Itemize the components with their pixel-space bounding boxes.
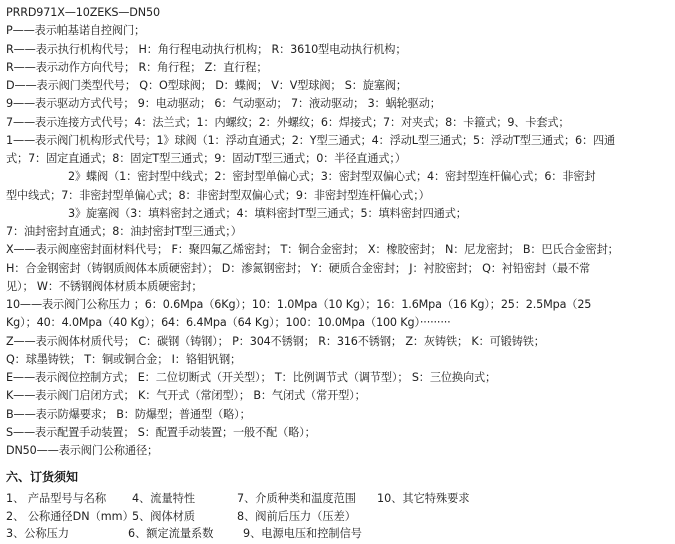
order-item: 10、其它特殊要求 bbox=[377, 492, 470, 506]
spec-line-structure-ball-cont: 式；7：固定直通式；8：固定T型三通式；9：固动T型三通式；0：半径直通式；） bbox=[6, 152, 406, 165]
order-item: 1、 产品型号与名称 bbox=[6, 492, 107, 506]
spec-line-explosion-proof: B——表示防爆要求； B：防爆型；普通型（略）； bbox=[6, 407, 251, 421]
spec-line-nominal-diameter: DN50——表示阀门公称通径； bbox=[6, 444, 159, 457]
spec-line-position-control: E——表示阀位控制方式； E：二位切断式（开关型）； T：比例调节式（调节型）； S：三位换向式； bbox=[6, 371, 497, 384]
spec-line-pressure: 10——表示阀门公称压力 ；6：0.6Mpa（6Kg）；10：1.0Mpa（10 Kg）；16：1.6Mpa（16 Kg）；25：2.5Mpa（25 bbox=[6, 298, 592, 311]
spec-line-structure-plug-cont: 7：油封密封直通式；8：油封密封T型三通式；） bbox=[6, 225, 242, 238]
spec-line-structure-butterfly: 2》蝶阀（1：密封型中线式；2：密封型单偏心式；3：密封型双偏心式；4：密封型连杆偏心式；6：非密封 bbox=[68, 170, 596, 184]
spec-line-open-close: K——表示阀门启闭方式； K：气开式（常闭型）； B：气闭式（常开型）； bbox=[6, 389, 366, 403]
spec-line-drive-mode: 9——表示驱动方式代号； 9：电动驱动； 6：气动驱动； 7：液动驱动； 3：蜗轮驱动； bbox=[6, 97, 441, 111]
spec-line-valve-type: D——表示阀门类型代号； Q：O型球阀； D：蝶阀； V：V型球阀； S：旋塞阀； bbox=[6, 79, 407, 92]
order-item: 8、阀前后压力（压差） bbox=[237, 509, 356, 523]
order-row bbox=[6, 490, 671, 508]
spec-line-manual-device: S——表示配置手动装置； S：配置手动装置；一般不配（略）； bbox=[6, 425, 316, 439]
model-code-line: PRRD971X—10ZEKS—DN50 bbox=[6, 6, 160, 19]
spec-block bbox=[6, 4, 671, 460]
order-row bbox=[6, 508, 671, 526]
section-title: 六、订货须知 bbox=[6, 470, 79, 485]
spec-line-action-direction: R——表示动作方向代号； R：角行程； Z：直行程； bbox=[6, 60, 268, 74]
spec-line-structure-butterfly-cont: 型中线式；7：非密封型单偏心式；8：非密封型双偏心式；9：非密封型连杆偏心式；） bbox=[6, 188, 430, 202]
spec-line-body-material: Z——表示阀体材质代号； C：碳钢（铸钢）； P：304不锈钢； R：316不锈钢； Z：灰铸铁； K：可锻铸铁； bbox=[6, 334, 545, 348]
order-notice-section bbox=[6, 468, 671, 543]
spec-line-connection: 7——表示连接方式代号；4：法兰式；1：内螺纹；2：外螺纹；6：焊接式；7：对夹式；8：卡箍式；9、卡套式； bbox=[6, 115, 570, 129]
spec-line-pressure-cont: Kg）；40：4.0Mpa（40 Kg）；64：6.4Mpa（64 Kg）；100：10.0Mpa（100 Kg）········· bbox=[6, 316, 451, 330]
spec-line-seal-material-cont: H：合金钢密封（铸钢质阀体本质硬密封）； D：渗氮钢密封； Y：硬质合金密封； J：衬胶密封； Q：衬铅密封（最不常 bbox=[6, 261, 591, 275]
order-item: 7、介质种类和温度范围 bbox=[237, 492, 356, 506]
order-row bbox=[6, 525, 671, 543]
order-item: 9、电源电压和控制信号 bbox=[243, 527, 362, 541]
spec-line-structure-ball: 1——表示阀门机构形式代号；1》球阀（1：浮动直通式；2：Y型三通式；4：浮动L型三通式；5：浮动T型三通式；6：四通 bbox=[6, 133, 616, 147]
order-item: 2、 公称通径DN（mm） bbox=[6, 509, 134, 523]
order-item: 6、额定流量系数 bbox=[128, 527, 214, 541]
order-item: 3、公称压力 bbox=[6, 527, 70, 541]
order-item: 5、阀体材质 bbox=[132, 509, 196, 523]
order-item: 4、流量特性 bbox=[132, 492, 196, 506]
spec-line-structure-plug: 3》旋塞阀（3：填料密封之通式；4：填料密封T型三通式；5：填料密封四通式； bbox=[68, 206, 467, 220]
spec-line-seal-material: X——表示阀座密封面材料代号； F：聚四氟乙烯密封； T：铜合金密封； X：橡胶密封； N：尼龙密封； B：巴氏合金密封； bbox=[6, 243, 619, 257]
spec-line-brand: P——表示帕基诺自控阀门； bbox=[6, 24, 146, 38]
spec-line-body-material-cont: Q：球墨铸铁； T：铜或铜合金； I：铬钼钒钢； bbox=[6, 352, 242, 366]
spec-line-seal-material-cont2: 见）； W：不锈钢阀体材质本质硬密封； bbox=[6, 279, 203, 293]
spec-line-actuator: R——表示执行机构代号； H：角行程电动执行机构； R：3610型电动执行机构； bbox=[6, 42, 407, 56]
